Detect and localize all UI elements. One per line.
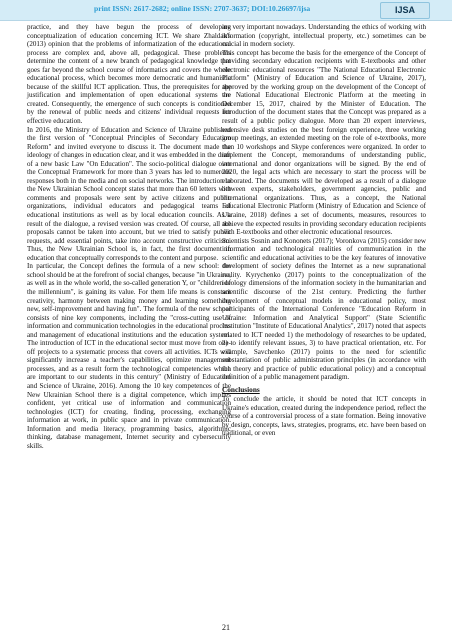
issn-doi-line: print ISSN: 2617-2682; online ISSN: 2707-3637; DOI:10.26697/ijsa bbox=[94, 4, 311, 13]
paragraph: Scientists Sosnin and Kononets (2017); Voronkova (2015) consider new information and technological realities of communication in the scientific and educational activities to be the key features of innovative development of society defines the Internet as a new supranational reality. Kyrychenko (2017) points to the conceptualization of the ideology dimensions of the information society in the humanitarian and scientific discourse of the 21st century. Predicting the further development of conceptual models in educational policy, most participants of the International Conference "Education Reform in Ukraine: Information and Analytical Support" (State Scientific Institution "Institute of Educational Analytics", 2017) noted that aspects related to ICT needed 1) the methodology of researches to be updated, 2) to identify relevant issues, 3) to have practical orientation, etc. For example, Savchenko (2017) points to the need for scientific substantiation of public administration principles (in accordance with the theory and practice of public educational policy) and a conceptual definition of a public management paradigm. bbox=[222, 236, 426, 382]
journal-header-bar bbox=[0, 0, 452, 21]
paragraph: In 2016, the Ministry of Education and Science of Ukraine published the first version of "Conceptual Principles of Secondary Education Reform" and invited everyone to discuss it. The document made the ideology of changes in education clear, and it was embedded in the draft of a new basic Law "On Education". The socio-political dialogue over the Conceptual Framework for more than 3 years has led to numerous responses both in the media and on social networks. The introduction to the New Ukrainian School concept states that more than 60 letters with comments and proposals were sent by active citizens and public organizations, individual educators and pedagogical teams of educational institutions as well as by local education councils. As a result of the dialogue, a revised version was created. Of course, all the proposals cannot be taken into account, but we tried to satisfy public requests, add essential points, take into account constructive criticism. Thus, the New Ukrainian School is, in fact, the first document in education that conceptually corresponds to the content and purpose. bbox=[27, 125, 231, 262]
paragraph: To conclude the article, it should be noted that ICT concepts in Ukraine's education, created during the independence period, reflect the course of a controversial process of a state formation. Being innovative by design, concepts, laws, strategies, programs, etc. have been based on traditional, or even bbox=[222, 394, 426, 438]
left-column bbox=[27, 23, 231, 450]
right-column bbox=[222, 23, 426, 438]
paragraph: are very important nowadays. Understanding the ethics of working with information (copyright, intellectual property, etc.) sometimes can be crucial in modern society. bbox=[222, 23, 426, 49]
paragraph: In particular, the Concept defines the formula of a new school: the school should be at the forefront of social changes, because "in Ukraine, as well as in the whole world, the so-called generation Y, or "children of the millennium", is gaining its value. For them life means is constant creativity, harmony between making money and learning something new, self-improvement and having fun". The formula of the new school consists of nine key components, including the "cross-cutting use of information and communication technologies in the educational process and management of educational institutions and the education system. The introduction of ICT in the educational sector must move from one-off projects to a systematic process that covers all activities. ICTs will significantly increase a teacher's capabilities, optimize management processes, and as a result form the technological competencies which are important to our students in this century" (Ministry of Education and Science of Ukraine, 2016). Among the 10 key competences of the New Ukrainian School there is a digital competence, which implies confident, yet critical use of information and communication technologies (ICT) for creating, finding, processing, exchanging information at work, in public space and in private communication. Information and media literacy, programming basics, algorithmic thinking, database management, Internet security and cybersecurity skills. bbox=[27, 262, 231, 450]
paragraph: practice, and they have begun the process of developing conceptualization of education concerning ICT. We share Zhaldak's (2013) opinion that the problems of informatization of the educational process are complex and, above all, pedagogical. These problems determine the content of a new branch of pedagogical knowledge that goes far beyond the school course of informatics and covers the whole educational process, which becomes more democratic and humanistic because of the skillful ICT application. Thus, the prerequisites for the justification and implementation of open educational systems are created. Consequently, the emergence of such concepts is conditioned by the renewal of public needs and citizens' individual requests for effective education. bbox=[27, 23, 231, 126]
page-number: 21 bbox=[222, 623, 230, 632]
journal-badge: IJSA bbox=[380, 2, 430, 19]
section-heading-conclusions: Conclusions bbox=[222, 384, 260, 394]
paragraph: This concept has become the basis for the emergence of the Concept of providing secondary education recipients with E-textbooks and other electronic educational resources "The National Educational Electronic Platform" (Ministry of Education and Science of Ukraine, 2017), approved by the working group on the development of the Concept of the National Educational Electronic Platform at the meeting in December 15, 2017, chaired by the Minister of Education. The introduction of the document states that the Concept was prepared as a result of a public policy dialogue. More than 20 expert interviews, extensive desk studies on the best foreign experience, three working group meetings, an extended meeting on the role of e-textbooks, more than 10 workshops and Skype conferences were organized. In order to implement the Concept, memorandums of understanding public, international and donor organizations will be signed. By the end of 2020, the legal acts which are necessary to start the process will be elaborated. The documents will be developed as a result of a dialogue between experts, stakeholders, government agencies, public and international organizations. Thus, as a concept, the National Educational Electronic Platform (Ministry of Education and Science of Ukraine, 2018) defines a set of documents, measures, resources to achieve the expected results in providing secondary education recipients with E-textbooks and other electronic educational resources. bbox=[222, 48, 426, 237]
